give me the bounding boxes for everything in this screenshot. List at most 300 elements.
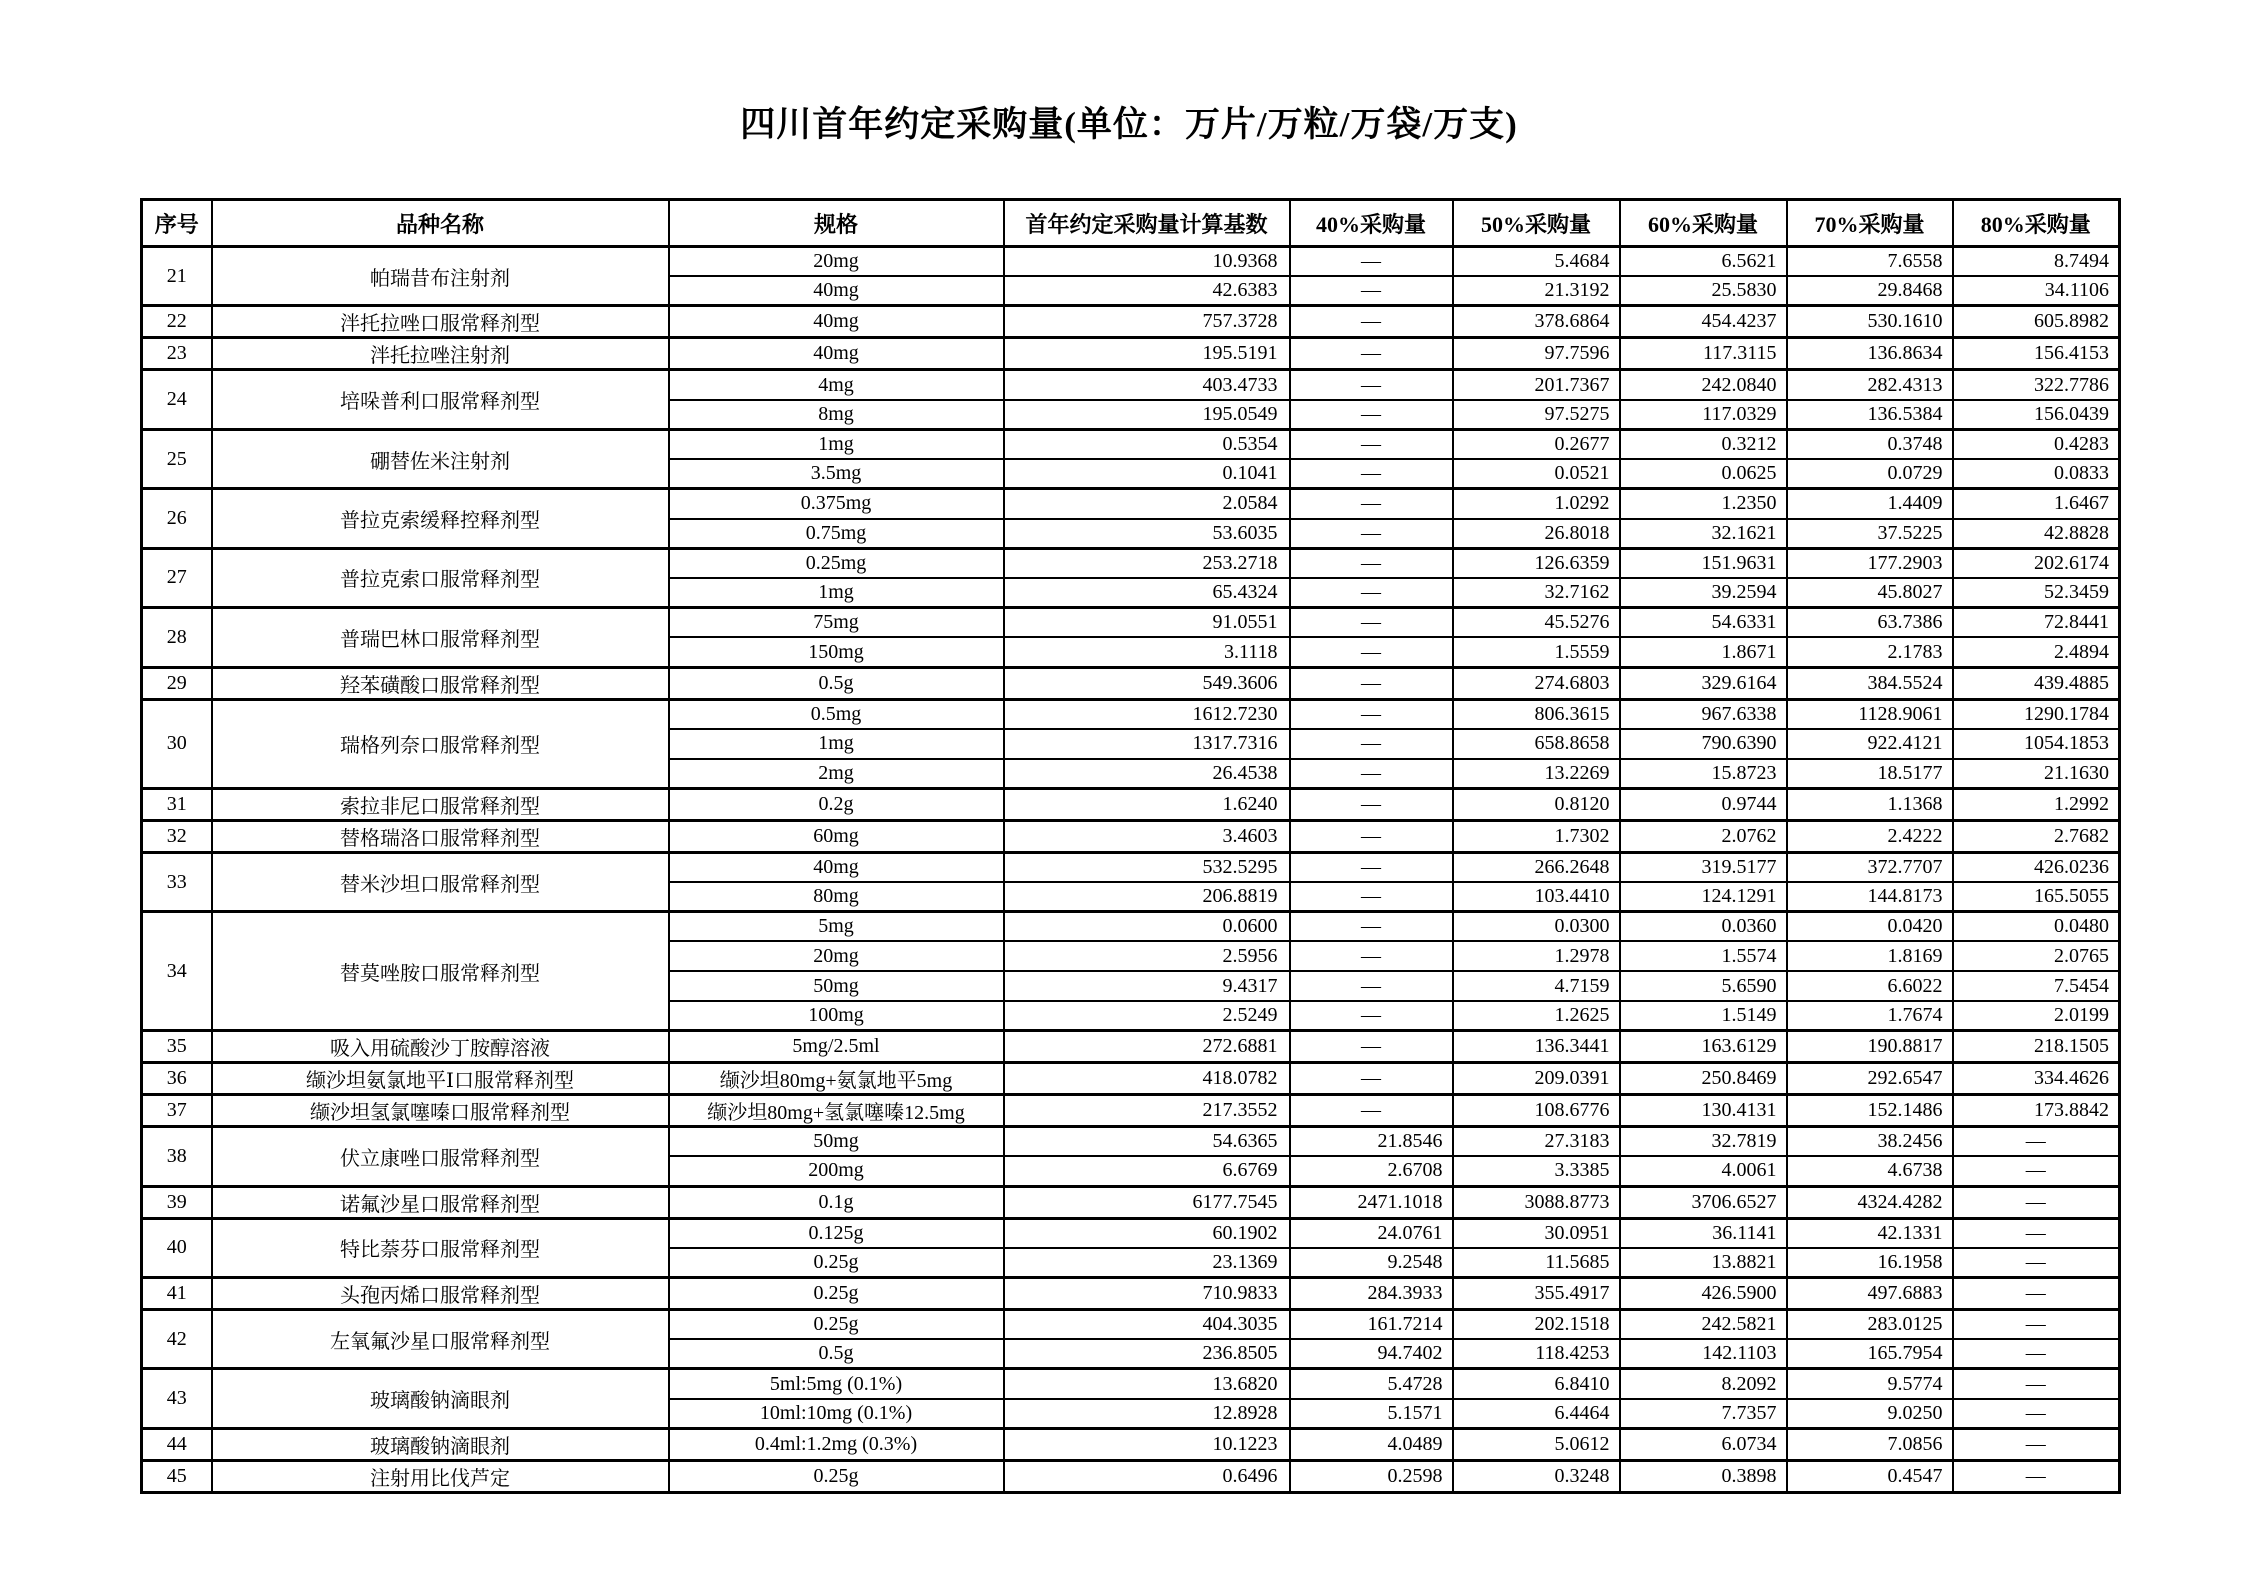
cell-70pct-quantity: 0.4547: [1787, 1460, 1953, 1492]
cell-40pct-quantity: —: [1290, 548, 1453, 578]
cell-spec: 60mg: [669, 820, 1004, 852]
cell-80pct-quantity: —: [1953, 1248, 2120, 1278]
cell-product-name: 羟苯磺酸口服常释剂型: [212, 667, 669, 699]
cell-70pct-quantity: 45.8027: [1787, 578, 1953, 608]
cell-serial-number: 33: [142, 852, 212, 911]
cell-40pct-quantity: —: [1290, 971, 1453, 1001]
cell-serial-number: 31: [142, 788, 212, 820]
cell-product-name: 注射用比伐芦定: [212, 1460, 669, 1492]
cell-serial-number: 26: [142, 489, 212, 548]
cell-spec: 1mg: [669, 429, 1004, 459]
table-row: [142, 1127, 2120, 1157]
cell-40pct-quantity: —: [1290, 306, 1453, 338]
cell-serial-number: 34: [142, 912, 212, 1031]
page-title: 四川首年约定采购量(单位：万片/万粒/万袋/万支): [740, 105, 1518, 144]
cell-80pct-quantity: 7.5454: [1953, 971, 2120, 1001]
cell-70pct-quantity: 384.5524: [1787, 667, 1953, 699]
cell-spec: 100mg: [669, 1001, 1004, 1031]
cell-70pct-quantity: 152.1486: [1787, 1095, 1953, 1127]
cell-60pct-quantity: 319.5177: [1620, 852, 1787, 882]
cell-spec: 0.25mg: [669, 548, 1004, 578]
table-row: [142, 247, 2120, 277]
cell-60pct-quantity: 117.0329: [1620, 400, 1787, 430]
column-header-spec: 规格: [669, 200, 1004, 247]
cell-40pct-quantity: 161.7214: [1290, 1309, 1453, 1339]
cell-50pct-quantity: 32.7162: [1453, 578, 1620, 608]
cell-40pct-quantity: —: [1290, 820, 1453, 852]
cell-base-quantity: 91.0551: [1004, 608, 1290, 638]
cell-60pct-quantity: 39.2594: [1620, 578, 1787, 608]
cell-60pct-quantity: 7.7357: [1620, 1399, 1787, 1429]
cell-80pct-quantity: 156.4153: [1953, 338, 2120, 370]
cell-70pct-quantity: 136.5384: [1787, 400, 1953, 430]
table-row: [142, 667, 2120, 699]
table-row: [142, 1031, 2120, 1063]
cell-80pct-quantity: 2.0765: [1953, 941, 2120, 971]
cell-60pct-quantity: 0.0360: [1620, 912, 1787, 942]
cell-serial-number: 35: [142, 1031, 212, 1063]
cell-40pct-quantity: —: [1290, 788, 1453, 820]
cell-60pct-quantity: 329.6164: [1620, 667, 1787, 699]
cell-60pct-quantity: 1.5574: [1620, 941, 1787, 971]
cell-product-name: 诺氟沙星口服常释剂型: [212, 1186, 669, 1218]
cell-spec: 40mg: [669, 306, 1004, 338]
table-row: [142, 1063, 2120, 1095]
cell-serial-number: 43: [142, 1369, 212, 1428]
cell-40pct-quantity: —: [1290, 247, 1453, 277]
cell-60pct-quantity: 117.3115: [1620, 338, 1787, 370]
table-row: [142, 489, 2120, 519]
cell-50pct-quantity: 26.8018: [1453, 519, 1620, 549]
cell-serial-number: 39: [142, 1186, 212, 1218]
cell-spec: 0.25g: [669, 1277, 1004, 1309]
cell-base-quantity: 9.4317: [1004, 971, 1290, 1001]
cell-product-name: 玻璃酸钠滴眼剂: [212, 1369, 669, 1428]
cell-product-name: 硼替佐米注射剂: [212, 429, 669, 488]
cell-60pct-quantity: 36.1141: [1620, 1218, 1787, 1248]
cell-spec: 缬沙坦80mg+氢氯噻嗪12.5mg: [669, 1095, 1004, 1127]
cell-50pct-quantity: 0.0300: [1453, 912, 1620, 942]
cell-80pct-quantity: —: [1953, 1460, 2120, 1492]
cell-70pct-quantity: 0.0729: [1787, 459, 1953, 489]
cell-80pct-quantity: 605.8982: [1953, 306, 2120, 338]
table-row: [142, 306, 2120, 338]
cell-60pct-quantity: 426.5900: [1620, 1277, 1787, 1309]
table-row: [142, 1309, 2120, 1339]
cell-40pct-quantity: 284.3933: [1290, 1277, 1453, 1309]
cell-spec: 20mg: [669, 247, 1004, 277]
cell-80pct-quantity: 2.0199: [1953, 1001, 2120, 1031]
cell-80pct-quantity: 21.1630: [1953, 759, 2120, 789]
column-header-serial: 序号: [142, 200, 212, 247]
column-header-40pct: 40%采购量: [1290, 200, 1453, 247]
cell-spec: 50mg: [669, 971, 1004, 1001]
cell-60pct-quantity: 250.8469: [1620, 1063, 1787, 1095]
cell-50pct-quantity: 3.3385: [1453, 1156, 1620, 1186]
cell-product-name: 替格瑞洛口服常释剂型: [212, 820, 669, 852]
cell-40pct-quantity: 94.7402: [1290, 1339, 1453, 1369]
cell-40pct-quantity: —: [1290, 429, 1453, 459]
cell-40pct-quantity: —: [1290, 699, 1453, 729]
cell-50pct-quantity: 11.5685: [1453, 1248, 1620, 1278]
cell-40pct-quantity: —: [1290, 489, 1453, 519]
cell-70pct-quantity: 497.6883: [1787, 1277, 1953, 1309]
cell-spec: 80mg: [669, 882, 1004, 912]
cell-70pct-quantity: 37.5225: [1787, 519, 1953, 549]
cell-base-quantity: 1612.7230: [1004, 699, 1290, 729]
cell-base-quantity: 1317.7316: [1004, 729, 1290, 759]
cell-base-quantity: 0.1041: [1004, 459, 1290, 489]
cell-50pct-quantity: 658.8658: [1453, 729, 1620, 759]
cell-product-name: 泮托拉唑口服常释剂型: [212, 306, 669, 338]
cell-70pct-quantity: 292.6547: [1787, 1063, 1953, 1095]
cell-50pct-quantity: 355.4917: [1453, 1277, 1620, 1309]
cell-product-name: 泮托拉唑注射剂: [212, 338, 669, 370]
cell-60pct-quantity: 2.0762: [1620, 820, 1787, 852]
cell-serial-number: 23: [142, 338, 212, 370]
cell-70pct-quantity: 136.8634: [1787, 338, 1953, 370]
cell-spec: 0.75mg: [669, 519, 1004, 549]
cell-product-name: 伏立康唑口服常释剂型: [212, 1127, 669, 1186]
cell-spec: 40mg: [669, 276, 1004, 306]
column-header-60pct: 60%采购量: [1620, 200, 1787, 247]
cell-70pct-quantity: 2.1783: [1787, 637, 1953, 667]
cell-40pct-quantity: 21.8546: [1290, 1127, 1453, 1157]
cell-80pct-quantity: 2.7682: [1953, 820, 2120, 852]
cell-base-quantity: 10.1223: [1004, 1428, 1290, 1460]
column-header-80pct: 80%采购量: [1953, 200, 2120, 247]
cell-50pct-quantity: 266.2648: [1453, 852, 1620, 882]
cell-50pct-quantity: 0.3248: [1453, 1460, 1620, 1492]
cell-spec: 10ml:10mg (0.1%): [669, 1399, 1004, 1429]
cell-base-quantity: 10.9368: [1004, 247, 1290, 277]
cell-serial-number: 36: [142, 1063, 212, 1095]
cell-50pct-quantity: 5.4684: [1453, 247, 1620, 277]
cell-base-quantity: 3.1118: [1004, 637, 1290, 667]
cell-50pct-quantity: 1.2978: [1453, 941, 1620, 971]
header-row: [142, 200, 2120, 247]
cell-80pct-quantity: —: [1953, 1399, 2120, 1429]
cell-spec: 0.1g: [669, 1186, 1004, 1218]
cell-40pct-quantity: 5.4728: [1290, 1369, 1453, 1399]
table-row: [142, 788, 2120, 820]
cell-spec: 8mg: [669, 400, 1004, 430]
cell-base-quantity: 418.0782: [1004, 1063, 1290, 1095]
cell-base-quantity: 53.6035: [1004, 519, 1290, 549]
cell-80pct-quantity: 1.6467: [1953, 489, 2120, 519]
cell-70pct-quantity: 9.5774: [1787, 1369, 1953, 1399]
cell-spec: 3.5mg: [669, 459, 1004, 489]
table-row: [142, 548, 2120, 578]
cell-base-quantity: 253.2718: [1004, 548, 1290, 578]
cell-base-quantity: 206.8819: [1004, 882, 1290, 912]
cell-60pct-quantity: 0.9744: [1620, 788, 1787, 820]
cell-70pct-quantity: 0.3748: [1787, 429, 1953, 459]
cell-50pct-quantity: 201.7367: [1453, 370, 1620, 400]
cell-60pct-quantity: 242.0840: [1620, 370, 1787, 400]
cell-serial-number: 32: [142, 820, 212, 852]
procurement-table: [140, 198, 2121, 1494]
cell-80pct-quantity: 0.4283: [1953, 429, 2120, 459]
cell-40pct-quantity: —: [1290, 276, 1453, 306]
cell-product-name: 普拉克索缓释控释剂型: [212, 489, 669, 548]
cell-70pct-quantity: 9.0250: [1787, 1399, 1953, 1429]
cell-spec: 1mg: [669, 578, 1004, 608]
cell-serial-number: 21: [142, 247, 212, 306]
cell-base-quantity: 0.6496: [1004, 1460, 1290, 1492]
cell-80pct-quantity: —: [1953, 1186, 2120, 1218]
cell-60pct-quantity: 454.4237: [1620, 306, 1787, 338]
cell-50pct-quantity: 97.7596: [1453, 338, 1620, 370]
cell-spec: 50mg: [669, 1127, 1004, 1157]
cell-serial-number: 37: [142, 1095, 212, 1127]
cell-base-quantity: 217.3552: [1004, 1095, 1290, 1127]
cell-70pct-quantity: 372.7707: [1787, 852, 1953, 882]
cell-60pct-quantity: 0.3898: [1620, 1460, 1787, 1492]
cell-60pct-quantity: 142.1103: [1620, 1339, 1787, 1369]
cell-40pct-quantity: —: [1290, 1095, 1453, 1127]
cell-50pct-quantity: 21.3192: [1453, 276, 1620, 306]
cell-base-quantity: 3.4603: [1004, 820, 1290, 852]
cell-serial-number: 28: [142, 608, 212, 667]
cell-spec: 0.5mg: [669, 699, 1004, 729]
cell-product-name: 瑞格列奈口服常释剂型: [212, 699, 669, 788]
cell-base-quantity: 549.3606: [1004, 667, 1290, 699]
cell-40pct-quantity: 2.6708: [1290, 1156, 1453, 1186]
cell-50pct-quantity: 103.4410: [1453, 882, 1620, 912]
cell-spec: 0.5g: [669, 667, 1004, 699]
cell-spec: 5ml:5mg (0.1%): [669, 1369, 1004, 1399]
cell-product-name: 普拉克索口服常释剂型: [212, 548, 669, 607]
table-row: [142, 1369, 2120, 1399]
cell-spec: 1mg: [669, 729, 1004, 759]
cell-70pct-quantity: 190.8817: [1787, 1031, 1953, 1063]
column-header-70pct: 70%采购量: [1787, 200, 1953, 247]
cell-50pct-quantity: 274.6803: [1453, 667, 1620, 699]
cell-spec: 0.375mg: [669, 489, 1004, 519]
cell-40pct-quantity: —: [1290, 637, 1453, 667]
cell-40pct-quantity: —: [1290, 338, 1453, 370]
table-row: [142, 699, 2120, 729]
cell-80pct-quantity: —: [1953, 1156, 2120, 1186]
cell-spec: 40mg: [669, 338, 1004, 370]
cell-40pct-quantity: —: [1290, 1063, 1453, 1095]
cell-60pct-quantity: 6.0734: [1620, 1428, 1787, 1460]
cell-60pct-quantity: 54.6331: [1620, 608, 1787, 638]
cell-product-name: 索拉非尼口服常释剂型: [212, 788, 669, 820]
cell-60pct-quantity: 25.5830: [1620, 276, 1787, 306]
cell-80pct-quantity: 334.4626: [1953, 1063, 2120, 1095]
cell-base-quantity: 403.4733: [1004, 370, 1290, 400]
cell-spec: 0.25g: [669, 1460, 1004, 1492]
cell-80pct-quantity: 156.0439: [1953, 400, 2120, 430]
cell-spec: 40mg: [669, 852, 1004, 882]
cell-serial-number: 42: [142, 1309, 212, 1368]
cell-50pct-quantity: 118.4253: [1453, 1339, 1620, 1369]
cell-40pct-quantity: 0.2598: [1290, 1460, 1453, 1492]
cell-product-name: 替米沙坦口服常释剂型: [212, 852, 669, 911]
cell-base-quantity: 2.0584: [1004, 489, 1290, 519]
cell-70pct-quantity: 0.0420: [1787, 912, 1953, 942]
cell-60pct-quantity: 163.6129: [1620, 1031, 1787, 1063]
cell-spec: 200mg: [669, 1156, 1004, 1186]
table-row: [142, 1186, 2120, 1218]
cell-50pct-quantity: 0.2677: [1453, 429, 1620, 459]
cell-product-name: 玻璃酸钠滴眼剂: [212, 1428, 669, 1460]
cell-50pct-quantity: 108.6776: [1453, 1095, 1620, 1127]
cell-70pct-quantity: 282.4313: [1787, 370, 1953, 400]
cell-60pct-quantity: 0.0625: [1620, 459, 1787, 489]
cell-product-name: 普瑞巴林口服常释剂型: [212, 608, 669, 667]
cell-80pct-quantity: —: [1953, 1339, 2120, 1369]
cell-50pct-quantity: 0.8120: [1453, 788, 1620, 820]
cell-spec: 5mg: [669, 912, 1004, 942]
cell-serial-number: 38: [142, 1127, 212, 1186]
cell-80pct-quantity: 426.0236: [1953, 852, 2120, 882]
cell-40pct-quantity: —: [1290, 1031, 1453, 1063]
cell-product-name: 替莫唑胺口服常释剂型: [212, 912, 669, 1031]
table-row: [142, 429, 2120, 459]
cell-80pct-quantity: 165.5055: [1953, 882, 2120, 912]
cell-50pct-quantity: 3088.8773: [1453, 1186, 1620, 1218]
cell-70pct-quantity: 7.0856: [1787, 1428, 1953, 1460]
column-header-product-name: 品种名称: [212, 200, 669, 247]
cell-base-quantity: 404.3035: [1004, 1309, 1290, 1339]
cell-80pct-quantity: 52.3459: [1953, 578, 2120, 608]
cell-40pct-quantity: 4.0489: [1290, 1428, 1453, 1460]
cell-spec: 0.4ml:1.2mg (0.3%): [669, 1428, 1004, 1460]
cell-50pct-quantity: 126.6359: [1453, 548, 1620, 578]
cell-80pct-quantity: —: [1953, 1309, 2120, 1339]
cell-serial-number: 29: [142, 667, 212, 699]
cell-spec: 0.2g: [669, 788, 1004, 820]
cell-serial-number: 44: [142, 1428, 212, 1460]
cell-50pct-quantity: 4.7159: [1453, 971, 1620, 1001]
cell-80pct-quantity: 322.7786: [1953, 370, 2120, 400]
cell-80pct-quantity: 8.7494: [1953, 247, 2120, 277]
cell-50pct-quantity: 5.0612: [1453, 1428, 1620, 1460]
cell-serial-number: 27: [142, 548, 212, 607]
cell-70pct-quantity: 1.8169: [1787, 941, 1953, 971]
cell-50pct-quantity: 13.2269: [1453, 759, 1620, 789]
cell-50pct-quantity: 97.5275: [1453, 400, 1620, 430]
cell-serial-number: 41: [142, 1277, 212, 1309]
cell-80pct-quantity: —: [1953, 1428, 2120, 1460]
cell-60pct-quantity: 790.6390: [1620, 729, 1787, 759]
cell-40pct-quantity: —: [1290, 1001, 1453, 1031]
cell-60pct-quantity: 8.2092: [1620, 1369, 1787, 1399]
cell-60pct-quantity: 15.8723: [1620, 759, 1787, 789]
cell-spec: 0.5g: [669, 1339, 1004, 1369]
cell-base-quantity: 2.5249: [1004, 1001, 1290, 1031]
cell-50pct-quantity: 6.4464: [1453, 1399, 1620, 1429]
cell-base-quantity: 6.6769: [1004, 1156, 1290, 1186]
cell-base-quantity: 272.6881: [1004, 1031, 1290, 1063]
cell-60pct-quantity: 5.6590: [1620, 971, 1787, 1001]
cell-60pct-quantity: 3706.6527: [1620, 1186, 1787, 1218]
cell-80pct-quantity: 2.4894: [1953, 637, 2120, 667]
cell-60pct-quantity: 1.8671: [1620, 637, 1787, 667]
cell-base-quantity: 532.5295: [1004, 852, 1290, 882]
cell-50pct-quantity: 1.2625: [1453, 1001, 1620, 1031]
cell-70pct-quantity: 6.6022: [1787, 971, 1953, 1001]
table-row: [142, 820, 2120, 852]
cell-product-name: 左氧氟沙星口服常释剂型: [212, 1309, 669, 1368]
cell-50pct-quantity: 30.0951: [1453, 1218, 1620, 1248]
cell-base-quantity: 195.0549: [1004, 400, 1290, 430]
cell-50pct-quantity: 1.7302: [1453, 820, 1620, 852]
table-row: [142, 338, 2120, 370]
cell-60pct-quantity: 4.0061: [1620, 1156, 1787, 1186]
cell-80pct-quantity: 218.1505: [1953, 1031, 2120, 1063]
table-row: [142, 1218, 2120, 1248]
cell-spec: 4mg: [669, 370, 1004, 400]
cell-base-quantity: 0.5354: [1004, 429, 1290, 459]
column-header-50pct: 50%采购量: [1453, 200, 1620, 247]
cell-70pct-quantity: 1.7674: [1787, 1001, 1953, 1031]
cell-40pct-quantity: —: [1290, 400, 1453, 430]
cell-base-quantity: 0.0600: [1004, 912, 1290, 942]
cell-80pct-quantity: 42.8828: [1953, 519, 2120, 549]
cell-70pct-quantity: 2.4222: [1787, 820, 1953, 852]
cell-base-quantity: 195.5191: [1004, 338, 1290, 370]
cell-spec: 75mg: [669, 608, 1004, 638]
cell-50pct-quantity: 378.6864: [1453, 306, 1620, 338]
cell-60pct-quantity: 130.4131: [1620, 1095, 1787, 1127]
cell-serial-number: 30: [142, 699, 212, 788]
cell-40pct-quantity: —: [1290, 882, 1453, 912]
cell-spec: 2mg: [669, 759, 1004, 789]
table-row: [142, 370, 2120, 400]
cell-80pct-quantity: —: [1953, 1369, 2120, 1399]
table-row: [142, 608, 2120, 638]
cell-70pct-quantity: 177.2903: [1787, 548, 1953, 578]
cell-base-quantity: 54.6365: [1004, 1127, 1290, 1157]
cell-70pct-quantity: 283.0125: [1787, 1309, 1953, 1339]
cell-spec: 缬沙坦80mg+氨氯地平5mg: [669, 1063, 1004, 1095]
cell-80pct-quantity: —: [1953, 1218, 2120, 1248]
cell-80pct-quantity: 72.8441: [1953, 608, 2120, 638]
cell-60pct-quantity: 1.2350: [1620, 489, 1787, 519]
cell-70pct-quantity: 4324.4282: [1787, 1186, 1953, 1218]
cell-70pct-quantity: 7.6558: [1787, 247, 1953, 277]
cell-80pct-quantity: 34.1106: [1953, 276, 2120, 306]
table-row: [142, 912, 2120, 942]
cell-60pct-quantity: 32.7819: [1620, 1127, 1787, 1157]
cell-80pct-quantity: 0.0833: [1953, 459, 2120, 489]
cell-40pct-quantity: 2471.1018: [1290, 1186, 1453, 1218]
cell-40pct-quantity: —: [1290, 912, 1453, 942]
cell-70pct-quantity: 922.4121: [1787, 729, 1953, 759]
cell-40pct-quantity: —: [1290, 759, 1453, 789]
cell-40pct-quantity: 5.1571: [1290, 1399, 1453, 1429]
cell-50pct-quantity: 45.5276: [1453, 608, 1620, 638]
cell-base-quantity: 23.1369: [1004, 1248, 1290, 1278]
cell-40pct-quantity: —: [1290, 941, 1453, 971]
cell-40pct-quantity: —: [1290, 519, 1453, 549]
cell-spec: 20mg: [669, 941, 1004, 971]
cell-70pct-quantity: 165.7954: [1787, 1339, 1953, 1369]
cell-product-name: 缬沙坦氢氯噻嗪口服常释剂型: [212, 1095, 669, 1127]
cell-product-name: 吸入用硫酸沙丁胺醇溶液: [212, 1031, 669, 1063]
cell-60pct-quantity: 6.5621: [1620, 247, 1787, 277]
cell-70pct-quantity: 42.1331: [1787, 1218, 1953, 1248]
cell-50pct-quantity: 136.3441: [1453, 1031, 1620, 1063]
cell-40pct-quantity: —: [1290, 370, 1453, 400]
cell-40pct-quantity: —: [1290, 578, 1453, 608]
cell-70pct-quantity: 1.4409: [1787, 489, 1953, 519]
cell-base-quantity: 757.3728: [1004, 306, 1290, 338]
